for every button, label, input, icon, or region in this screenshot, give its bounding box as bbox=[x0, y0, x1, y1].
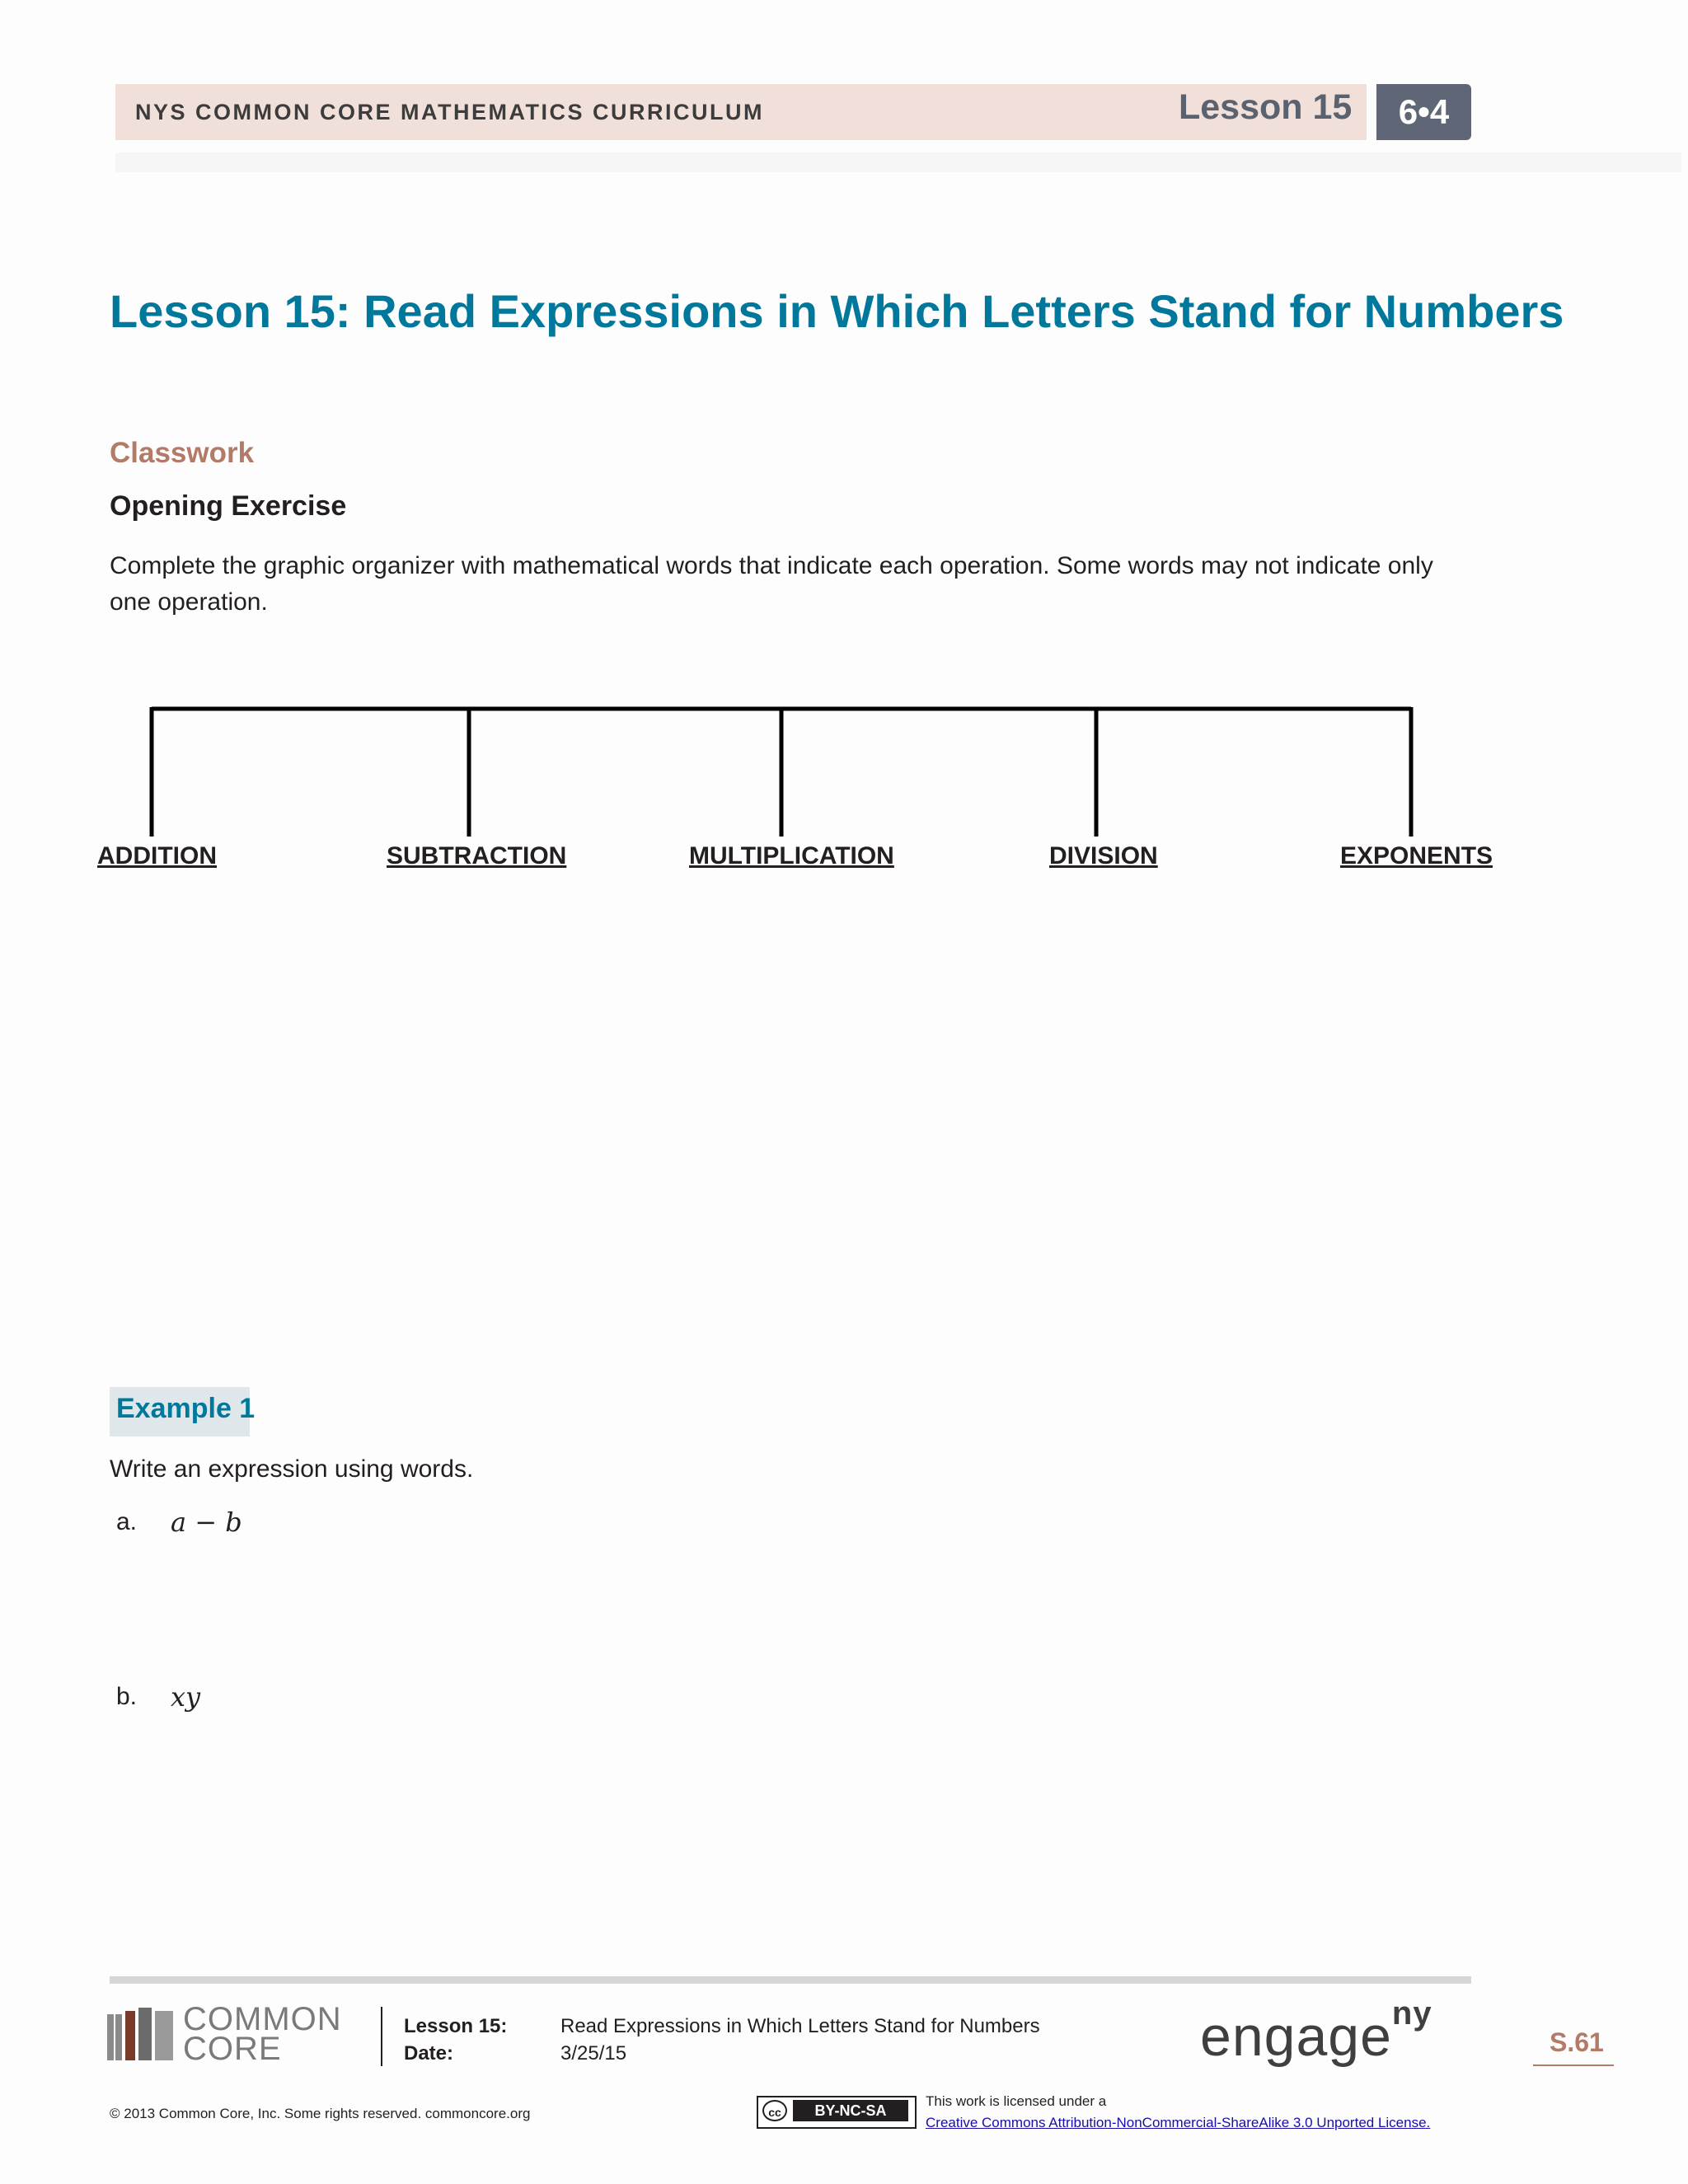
footer-date-label: Date: bbox=[404, 2042, 454, 2064]
item-b-expression: xy bbox=[171, 1681, 201, 1713]
footer-divider bbox=[381, 2007, 382, 2066]
page-number: S.61 bbox=[1550, 2027, 1604, 2057]
graphic-organizer bbox=[0, 0, 1688, 907]
item-a-letter: a. bbox=[116, 1508, 138, 1535]
module-badge: 6•4 bbox=[1376, 84, 1471, 140]
opening-exercise-heading: Opening Exercise bbox=[110, 490, 347, 522]
license-text: This work is licensed under a bbox=[926, 2093, 1107, 2109]
operation-label-division: DIVISION bbox=[1049, 842, 1158, 869]
header-lesson: Lesson 15 bbox=[1179, 87, 1353, 127]
example-label: Example 1 bbox=[116, 1393, 256, 1424]
cc-license-badge-icon bbox=[757, 2096, 917, 2129]
engage-sup: ny bbox=[1391, 1995, 1432, 2032]
footer-rule bbox=[110, 1976, 1471, 1984]
brand-line-1: COMMON bbox=[183, 2001, 342, 2037]
brand-line-2: CORE bbox=[183, 2031, 282, 2067]
classwork-heading: Classwork bbox=[110, 437, 255, 469]
opening-exercise-instructions: Complete the graphic organizer with mathematical words that indicate each operation. Some words may not indicate only one operation. bbox=[110, 552, 1433, 616]
operation-label-multiplication: MULTIPLICATION bbox=[689, 842, 894, 869]
footer-date-value: 3/25/15 bbox=[560, 2042, 627, 2064]
engageny-logo bbox=[1200, 1995, 1432, 2069]
copyright-text: © 2013 Common Core, Inc. Some rights reserved. commoncore.org bbox=[110, 2106, 531, 2121]
operation-label-subtraction: SUBTRACTION bbox=[387, 842, 567, 869]
item-b-letter: b. bbox=[116, 1683, 138, 1710]
cc-mark: cc bbox=[762, 2100, 787, 2121]
footer-lesson-label: Lesson 15: bbox=[404, 2015, 508, 2037]
page-title: Lesson 15: Read Expressions in Which Letters Stand for Numbers bbox=[110, 285, 1564, 337]
item-a-expression: a − b bbox=[171, 1507, 242, 1538]
license-link[interactable]: Creative Commons Attribution-NonCommercial-ShareAlike 3.0 Unported License. bbox=[926, 2115, 1431, 2130]
engage-text: engage bbox=[1200, 2005, 1392, 2068]
operation-label-exponents: EXPONENTS bbox=[1340, 842, 1493, 869]
operation-label-addition: ADDITION bbox=[97, 842, 217, 869]
cc-badge-text: BY-NC-SA bbox=[793, 2100, 908, 2121]
page-number-rule bbox=[1533, 2064, 1614, 2066]
footer-lesson-value: Read Expressions in Which Letters Stand for Numbers bbox=[560, 2015, 1040, 2037]
example-instructions: Write an expression using words. bbox=[110, 1455, 474, 1483]
common-core-wordmark bbox=[183, 2001, 342, 2067]
common-core-logo-icon bbox=[107, 2008, 175, 2062]
curriculum-title: NYS COMMON CORE MATHEMATICS CURRICULUM bbox=[135, 100, 764, 124]
